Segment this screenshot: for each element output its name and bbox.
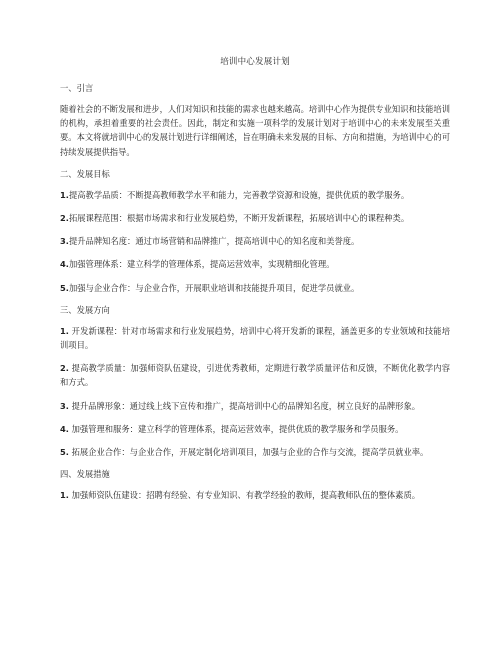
list-number: 5. bbox=[60, 282, 69, 293]
paragraph bbox=[60, 361, 450, 389]
section-heading: 一、引言 bbox=[60, 83, 94, 93]
paragraph-text: 加强与企业合作：与企业合作，开展职业培训和技能提升项目，促进学员就业。 bbox=[68, 282, 360, 293]
list-number: 4. bbox=[60, 423, 69, 434]
paragraph-text: 拓展企业合作：与企业合作，开展定制化培训项目，加强与企业的合作与交流，提高学员就业率。 bbox=[68, 447, 429, 458]
paragraph bbox=[60, 257, 450, 271]
paragraph bbox=[60, 399, 450, 413]
paragraph bbox=[60, 445, 450, 459]
paragraph-text: 提升品牌形象：通过线上线下宣传和推广，提高培训中心的品牌知名度，树立良好的品牌形象。 bbox=[68, 400, 421, 411]
paragraph bbox=[60, 188, 450, 202]
paragraph-text: 随着社会的不断发展和进步，人们对知识和技能的需求也越来越高。培训中心作为提供专业知识和技能培训的机构，承担着重要的社会责任。因此，制定和实施一项科学的发展计划对于培训中心的未来发展至关重要。本文将就培训中心的发展计划进行详细阐述，旨在明确未来发展的目标、方向和措施，为培训中心的可持续发展提供指导。 bbox=[60, 104, 450, 157]
paragraph bbox=[60, 324, 450, 352]
document-title: 培训中心发展计划 bbox=[220, 57, 290, 67]
list-number: 1. bbox=[60, 325, 69, 336]
paragraph-text: 开发新课程：针对市场需求和行业发展趋势，培训中心将开发新的课程，涵盖更多的专业领域和技能培训项目。 bbox=[60, 325, 450, 351]
section-heading: 四、发展措施 bbox=[60, 469, 110, 480]
paragraph-text: 加强管理和服务：建立科学的管理体系，提高运营效率，提供优质的教学服务和学员服务。 bbox=[68, 423, 404, 434]
paragraph-text: 提升品牌知名度：通过市场营销和品牌推广，提高培训中心的知名度和美誉度。 bbox=[68, 236, 360, 247]
list-number: 2. bbox=[60, 363, 69, 374]
section-heading: 三、发展方向 bbox=[60, 304, 110, 315]
section-heading: 二、发展目标 bbox=[60, 168, 110, 179]
paragraph bbox=[60, 102, 450, 159]
paragraph-text: 提高教学品质：不断提高教师教学水平和能力，完善教学资源和设施，提供优质的教学服务。 bbox=[68, 189, 410, 200]
list-number: 3. bbox=[60, 400, 69, 411]
paragraph-text: 加强师资队伍建设：招聘有经验、有专业知识、有教学经验的教师，提高教师队伍的整体素质。 bbox=[68, 490, 421, 501]
list-number: 5. bbox=[60, 447, 69, 458]
paragraph-text: 加强管理体系：建立科学的管理体系，提高运营效率，实现精细化管理。 bbox=[68, 259, 335, 270]
list-number: 4. bbox=[60, 259, 69, 270]
paragraph bbox=[60, 488, 450, 502]
list-number: 2. bbox=[60, 213, 69, 224]
paragraph bbox=[60, 281, 450, 295]
paragraph bbox=[60, 211, 450, 225]
paragraph-text: 拓展课程范围：根据市场需求和行业发展趋势，不断开发新课程，拓展培训中心的课程种类。 bbox=[68, 213, 410, 224]
list-number: 3. bbox=[60, 236, 69, 247]
paragraph-text: 提高教学质量：加强师资队伍建设，引进优秀教师，定期进行教学质量评估和反馈，不断优化教学内容和方式。 bbox=[60, 363, 450, 388]
paragraph bbox=[60, 422, 450, 436]
list-number: 1. bbox=[60, 490, 69, 501]
paragraph bbox=[60, 234, 450, 248]
list-number: 1. bbox=[60, 189, 69, 200]
